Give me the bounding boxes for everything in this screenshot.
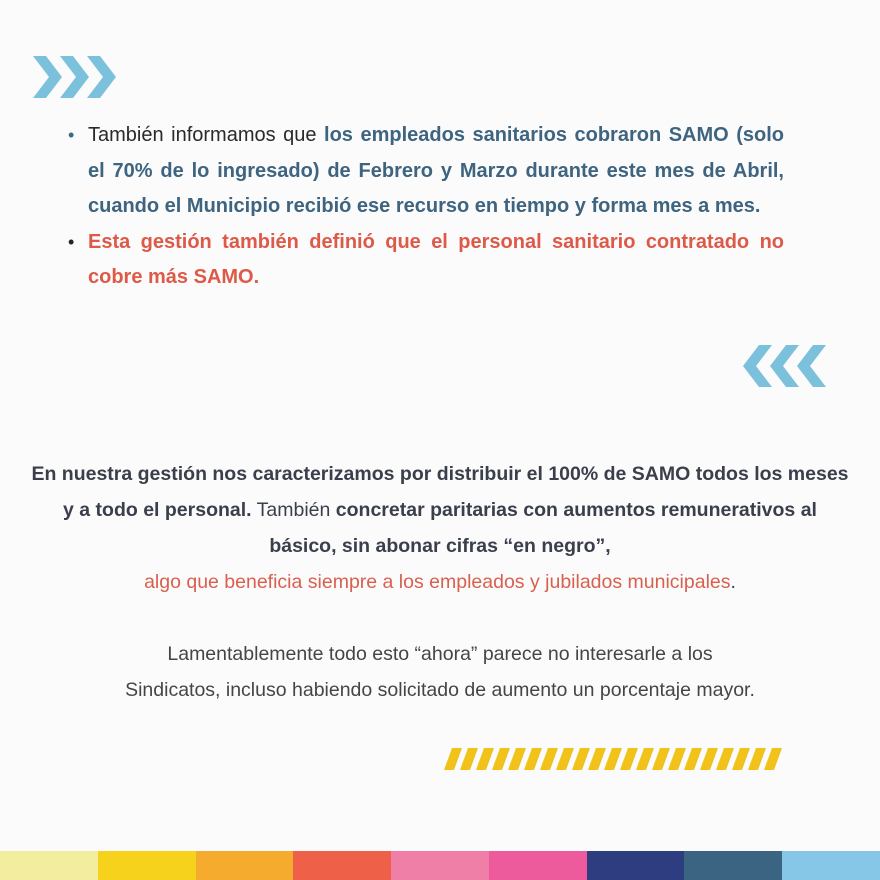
statement-plain: También xyxy=(251,499,336,521)
color-segment xyxy=(684,851,782,880)
stripe xyxy=(444,748,462,770)
chevrons-right-icon xyxy=(33,56,119,98)
color-segment xyxy=(196,851,294,880)
stripe xyxy=(476,748,494,770)
color-segment xyxy=(782,851,880,880)
stripe xyxy=(604,748,622,770)
closing-line-1: Lamentablemente todo esto “ahora” parece no interesarle a los xyxy=(167,643,713,665)
stripe xyxy=(636,748,654,770)
bullet-text-intro: También informamos que xyxy=(88,124,325,146)
color-segment xyxy=(587,851,685,880)
stripe xyxy=(668,748,686,770)
stripe xyxy=(556,748,574,770)
stripe xyxy=(588,748,606,770)
stripe xyxy=(620,748,638,770)
stripe xyxy=(748,748,766,770)
closing-line-2: Sindicatos, incluso habiendo solicitado de aumento un porcentaje mayor. xyxy=(125,679,755,701)
stripe xyxy=(492,748,510,770)
color-segment xyxy=(391,851,489,880)
color-bar-footer xyxy=(0,851,880,880)
color-segment xyxy=(98,851,196,880)
stripe xyxy=(572,748,590,770)
stripe xyxy=(716,748,734,770)
bullet-dot: • xyxy=(68,231,75,252)
stripe xyxy=(460,748,478,770)
chevrons-left-icon xyxy=(742,345,826,387)
stripe xyxy=(652,748,670,770)
stripe xyxy=(540,748,558,770)
bullet-list xyxy=(68,118,784,296)
statement-period: . xyxy=(730,571,736,593)
stripe xyxy=(684,748,702,770)
statement-highlight: algo que beneficia siempre a los empleados y jubilados municipales xyxy=(144,571,731,593)
bullet-text-highlight: los empleados sanitarios cobraron SAMO (solo el 70% de lo ingresado) de Febrero y Marzo durante este mes de Abril, cuando el Municipio recibió ese recurso en tiempo y forma mes a mes. xyxy=(88,124,784,217)
stripe xyxy=(508,748,526,770)
bullet-dot: • xyxy=(68,125,75,145)
color-segment xyxy=(489,851,587,880)
hazard-stripes-decoration xyxy=(444,748,788,770)
stripe xyxy=(764,748,782,770)
bullet-item xyxy=(68,225,784,296)
bullet-item xyxy=(68,118,784,225)
color-segment xyxy=(0,851,98,880)
stripe xyxy=(700,748,718,770)
statement-strong-2: concretar paritarias con aumentos remunerativos al básico, sin abonar cifras “en negro”, xyxy=(269,499,817,557)
stripe xyxy=(524,748,542,770)
color-segment xyxy=(293,851,391,880)
statement-strong-1: En nuestra gestión nos caracterizamos por distribuir el 100% de SAMO todos los meses y a todo el personal. xyxy=(31,463,849,521)
statement-paragraph xyxy=(30,456,850,600)
bullet-text-highlight: Esta gestión también definió que el personal sanitario contratado no cobre más SAMO. xyxy=(88,230,784,288)
stripe xyxy=(732,748,750,770)
closing-paragraph xyxy=(30,636,850,708)
